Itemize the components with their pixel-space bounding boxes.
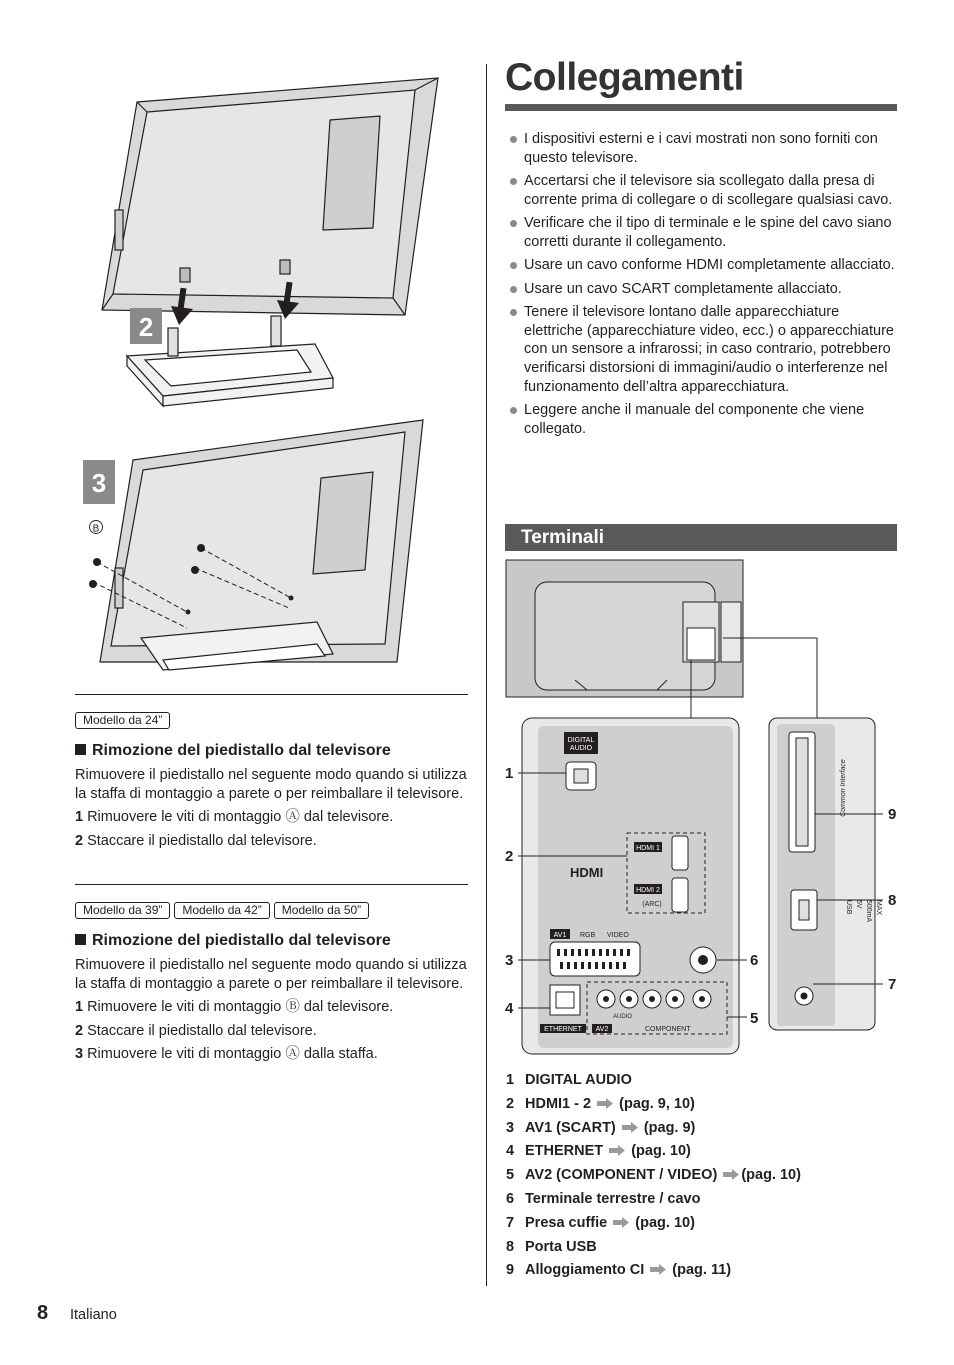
legend-item: 2 HDMI1 - 2 (pag. 9, 10) (506, 1095, 695, 1112)
notes-list (505, 130, 900, 443)
arrow-right-icon (609, 1145, 625, 1156)
section-text: Rimuovere il piedistallo nel seguente modo quando si utilizza la staffa di montaggio a parete o per reimballare il televisore. (75, 767, 467, 802)
terminals-diagram (495, 556, 895, 1060)
rear-terminal-panel (522, 718, 739, 1054)
section-24-inch (75, 711, 470, 850)
callout-6: 6 (750, 952, 759, 969)
callout-3: 3 (505, 952, 514, 969)
section-39-42-50-inch (75, 901, 470, 1064)
step-item: 1 Rimuovere le viti di montaggio Ⓑ dal televisore. (75, 999, 394, 1015)
note-item: Accertarsi che il televisore sia scollegato dalla presa di corrente prima di collegare o di scollegare qualsiasi cavo. (505, 172, 900, 210)
divider (75, 694, 468, 695)
tv-back-illustration-1 (102, 78, 438, 315)
legend-item: 1 DIGITAL AUDIO (506, 1072, 632, 1088)
title-rule (505, 104, 897, 111)
tv-back-illustration-2 (100, 420, 423, 662)
svg-text:500mA: 500mA (865, 900, 872, 923)
svg-text:AUDIO: AUDIO (569, 745, 593, 752)
language-label: Italiano (70, 1307, 117, 1323)
svg-text:ETHERNET: ETHERNET (544, 1026, 582, 1033)
note-item: Verificare che il tipo di terminale e le spine del cavo siano corretti durante il collegamento. (505, 214, 900, 252)
callout-7: 7 (888, 976, 897, 993)
step-3-badge: 3 (91, 468, 107, 498)
arrow-right-icon (613, 1217, 629, 1228)
stand-removal-illustration (75, 60, 475, 680)
note-item: Usare un cavo SCART completamente allacciato. (505, 280, 900, 299)
step-item: 2 Staccare il piedistallo dal televisore. (75, 1022, 317, 1039)
section-title: Rimozione del piedistallo dal televisore (92, 932, 391, 949)
note-item: Leggere anche il manuale del componente che viene collegato. (505, 401, 900, 439)
terminal-legend (506, 1069, 896, 1283)
svg-text:DIGITAL: DIGITAL (567, 737, 595, 744)
step-item: 2 Staccare il piedistallo dal televisore. (75, 832, 317, 849)
svg-text:AV1: AV1 (553, 932, 567, 939)
arrow-right-icon (597, 1098, 613, 1109)
svg-text:COMPONENT: COMPONENT (645, 1026, 691, 1033)
legend-item: 9 Alloggiamento CI (pag. 11) (506, 1262, 732, 1279)
svg-text:HDMI 1: HDMI 1 (636, 845, 660, 852)
callout-5: 5 (750, 1010, 759, 1027)
square-bullet-icon (75, 744, 86, 755)
arrow-right-icon (622, 1122, 638, 1133)
svg-text:5V: 5V (855, 900, 862, 909)
model-tag: Modello da 39” (75, 902, 170, 919)
page-title: Collegamenti (505, 56, 744, 99)
note-item: I dispositivi esterni e i cavi mostrati non sono forniti con questo televisore. (505, 130, 900, 168)
arrow-right-icon (723, 1169, 739, 1180)
legend-item: 5 AV2 (COMPONENT / VIDEO) (pag. 10) (506, 1167, 801, 1184)
svg-text:AUDIO: AUDIO (613, 1014, 633, 1020)
column-divider (486, 64, 487, 1286)
svg-text:RGB: RGB (580, 932, 596, 939)
step-item: 3 Rimuovere le viti di montaggio Ⓐ dalla staffa. (75, 1046, 378, 1062)
callout-8: 8 (888, 892, 897, 909)
tv-rear-illustration (506, 560, 743, 697)
svg-text:Common Interface: Common Interface (840, 759, 847, 817)
section-text: Rimuovere il piedistallo nel seguente modo quando si utilizza la staffa di montaggio a parete o per reimballare il televisore. (75, 957, 467, 992)
model-tag: Modello da 50” (274, 902, 369, 919)
svg-text:USB: USB (845, 900, 852, 915)
model-tag: Modello da 42” (174, 902, 269, 919)
section-title: Rimozione del piedistallo dal televisore (92, 742, 391, 759)
step-item: 1 Rimuovere le viti di montaggio Ⓐ dal televisore. (75, 809, 394, 825)
square-bullet-icon (75, 934, 86, 945)
legend-item: 4 ETHERNET (pag. 10) (506, 1143, 691, 1160)
step-2-badge: 2 (138, 312, 154, 342)
legend-item: 3 AV1 (SCART) (pag. 9) (506, 1119, 696, 1136)
label-b: B (92, 523, 100, 535)
side-terminal-panel (769, 718, 882, 1030)
svg-text:HDMI 2: HDMI 2 (636, 887, 660, 894)
svg-text:AV2: AV2 (595, 1026, 609, 1033)
hdmi-logo: HDMI (570, 865, 604, 880)
model-tag: Modello da 24” (75, 712, 170, 729)
legend-item: 6 Terminale terrestre / cavo (506, 1190, 701, 1207)
svg-text:VIDEO: VIDEO (607, 932, 629, 939)
callout-2: 2 (505, 848, 514, 865)
arrow-right-icon (650, 1264, 666, 1275)
svg-text:(ARC): (ARC) (642, 901, 662, 908)
callout-9: 9 (888, 806, 897, 823)
note-item: Tenere il televisore lontano dalle apparecchiature elettriche (apparecchiature video, ecc.) o apparecchiature con un sensore a infrarossi; in caso contrario, potrebbero verificarsi distorsioni di immagini/audio o interferenze nel funzionamento dell’altra apparecchiatura. (505, 303, 900, 397)
legend-item: 8 Porta USB (506, 1238, 597, 1255)
divider (75, 884, 468, 885)
svg-text:MAX: MAX (875, 900, 882, 916)
callout-1: 1 (505, 765, 514, 782)
note-item: Usare un cavo conforme HDMI completamente allacciato. (505, 256, 900, 275)
callout-4: 4 (505, 1000, 514, 1017)
page-number: 8 (37, 1302, 49, 1324)
legend-item: 7 Presa cuffie (pag. 10) (506, 1214, 695, 1231)
section-band: Terminali (505, 524, 897, 551)
